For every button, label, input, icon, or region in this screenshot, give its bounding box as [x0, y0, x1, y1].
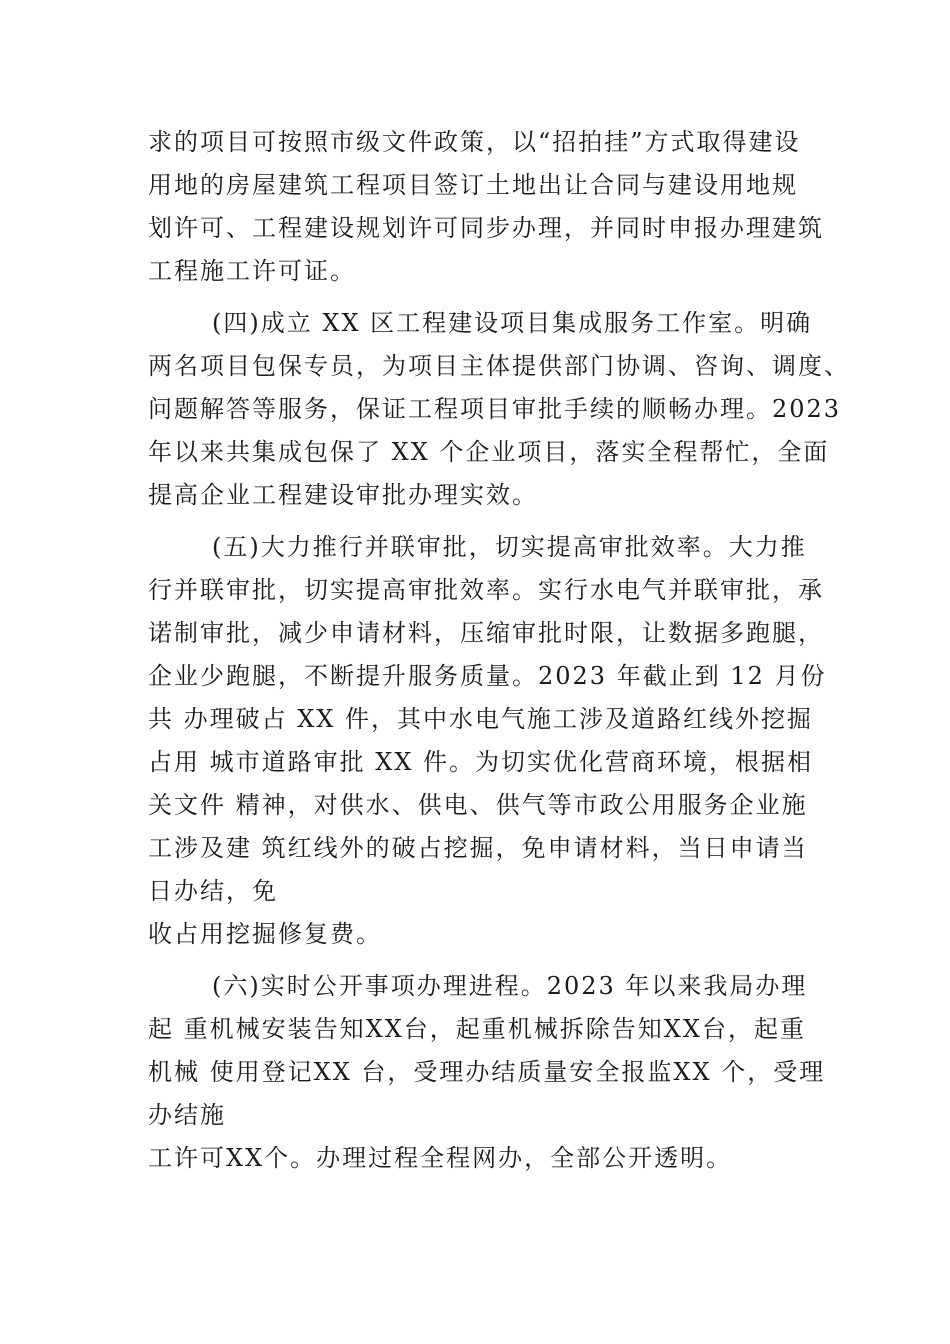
text-line: 起 重机械安装告知XX台，起重机械拆除告知XX台，起重: [148, 1015, 806, 1043]
text-line: 日办结，免: [148, 877, 278, 905]
text-line: 两名项目包保专员，为项目主体提供部门协调、咨询、调度、: [148, 352, 850, 380]
text-line: 划许可、工程建设规划许可同步办理，并同时申报办理建筑: [148, 214, 824, 242]
text-line: 提高企业工程建设审批办理实效。: [148, 481, 538, 509]
text-line: 共 办理破占 XX 件，其中水电气施工涉及道路红线外挖掘: [148, 705, 814, 733]
section-heading-4: (四)成立 XX 区工程建设项目集成服务工作室。明确: [212, 309, 813, 337]
text-line: 收占用挖掘修复费。: [148, 920, 382, 948]
text-line: 关文件 精神，对供水、供电、供气等市政公用服务企业施: [148, 791, 808, 819]
text-line: 工涉及建 筑红线外的破占挖掘，免申请材料，当日申请当: [148, 834, 808, 862]
text-line: 用地的房屋建筑工程项目签订土地出让合同与建设用地规: [148, 171, 798, 199]
text-line: 年以来共集成包保了 XX 个企业项目，落实全程帮忙，全面: [148, 438, 830, 466]
text-line: 行并联审批，切实提高审批效率。实行水电气并联审批，承: [148, 576, 824, 604]
text-line: 机械 使用登记XX 台，受理办结质量安全报监XX 个，受理: [148, 1058, 826, 1086]
section-heading-6: (六)实时公开事项办理进程。2023 年以来我局办理: [212, 972, 808, 1000]
text-line: 问题解答等服务，保证工程项目审批手续的顺畅办理。2023: [148, 395, 842, 423]
text-line: 求的项目可按照市级文件政策，以“招拍挂”方式取得建设: [148, 128, 801, 156]
text-line: 占用 城市道路审批 XX 件。为切实优化营商环境，根据相: [148, 748, 814, 776]
section-heading-5: (五)大力推行并联审批，切实提高审批效率。大力推: [212, 533, 807, 561]
text-line: 工许可XX个。办理过程全程网办，全部公开透明。: [148, 1144, 733, 1172]
text-line: 办结施: [148, 1101, 226, 1129]
text-line: 工程施工许可证。: [148, 257, 356, 285]
text-line: 诺制审批，减少申请材料，压缩审批时限，让数据多跑腿，: [148, 619, 824, 647]
text-line: 企业少跑腿，不断提升服务质量。2023 年截止到 12 月份: [148, 662, 827, 690]
